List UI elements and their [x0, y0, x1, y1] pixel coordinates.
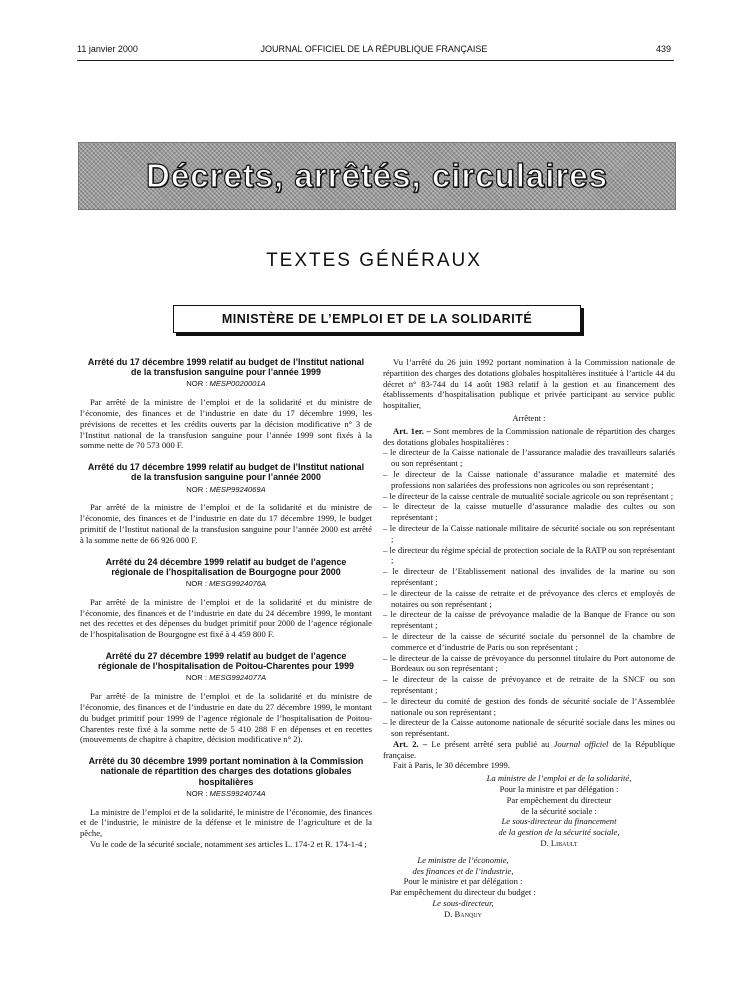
article-title: Arrêté du 27 décembre 1999 relatif au budget de l’agence régionale de l’hospitalisation de Poitou-Charentes pour 1999: [98, 650, 354, 672]
article-body-vu: Vu le code de la sécurité sociale, notamment ses articles L. 174-2 et R. 174-1-4 ;: [90, 838, 367, 849]
members-list: [383, 447, 675, 739]
article: [80, 756, 372, 850]
article-body: Par arrêté de la ministre de l’emploi et de la solidarité et du ministre de l’économie, des finances et de l’industrie en date du 27 décembre 1999, le montant du budget primitif pour 1999 de l’agence régionale de l’hospitalisation de Poitou-Charentes reste fixé à la somme nette de 5 410 288 F en dépenses et en recettes (mouvements de chapitre à chapitre, décision modificative n° 2).: [80, 691, 372, 745]
signatory-name: D. Libault: [540, 838, 578, 849]
header-date: 11 janvier 2000: [77, 44, 138, 54]
signature-block-2: Le ministre de l’économie, des finances et de l’industrie, Pour le ministre et par délégation : Par empêchement du directeur du budget : Le sous-directeur, D. Banquy: [363, 855, 563, 920]
article-body: Par arrêté de la ministre de l’emploi et de la solidarité et du ministre de l’économie, des finances et de l’industrie en date du 17 décembre 1999, les prévisions de recettes et les crédits ouverts par la décision modificative n° 3 de l’Institut national de la transfusion sanguine pour l’année 1999 sont fixés à la somme nette de 70 573 000 F.: [80, 397, 372, 451]
article: [80, 557, 372, 640]
nor-code: MESS9924074A: [209, 788, 266, 798]
vu-paragraph: Vu l’arrêté du 26 juin 1992 portant nomination à la Commission nationale de répartition des charges des dotations globales hospitalières instituée à l’article 44 du décret n° 83-744 du 14 août 1983 relatif à la gestion et au financement des établissements d’hospitalisation publique et privée participant au service public hospitalier,: [383, 357, 675, 411]
nor-code: MESP9924069A: [209, 484, 266, 494]
ministry-box: [173, 305, 581, 333]
nor-line: NOR : MESP0020001A: [186, 379, 266, 389]
member-item: – le directeur du régime spécial de protection sociale de la RATP ou son représentant ;: [383, 544, 675, 566]
member-item: – le directeur de la caisse de prévoyance du personnel titulaire du Port autonome de Bordeaux ou son représentant ;: [383, 652, 675, 674]
member-item: – le directeur de la Caisse autonome nationale de sécurité sociale dans les mines ou son représentant.: [383, 717, 675, 739]
member-item: – le directeur du comité de gestion des fonds de sécurité sociale de l’Assemblée nationale ou son représentant ;: [383, 695, 675, 717]
article: [80, 651, 372, 745]
member-item: – le directeur de la Caisse nationale de l’assurance maladie des travailleurs salariés ou son représentant ;: [383, 447, 675, 469]
page-header: [0, 44, 748, 58]
member-item: – le directeur de la caisse mutuelle d’assurance maladie des cultes ou son représentant ;: [383, 501, 675, 523]
page-number: 439: [655, 44, 671, 54]
header-rule: [77, 60, 674, 61]
article-1: Art. 1er. – Sont membres de la Commission nationale de répartition des charges des dotations globales hospitalières :: [383, 425, 676, 447]
section-title: TEXTES GÉNÉRAUX: [266, 250, 482, 271]
banner-title: Décrets, arrêtés, circulaires: [146, 157, 608, 194]
article-body: Par arrêté de la ministre de l’emploi et de la solidarité et du ministre de l’économie, des finances et de l’industrie en date du 24 décembre 1999, le montant net des recettes et des dépenses du budget primitif pour 2000 de l’agence régionale de l’hospitalisation de Bourgogne est fixé à 4 459 800 F.: [80, 596, 372, 640]
right-column: [383, 357, 675, 920]
article-title: Arrêté du 30 décembre 1999 portant nomination à la Commission nationale de répartition des charges des dotations globales hospitalières: [88, 756, 364, 787]
article: [80, 357, 372, 451]
member-item: – le directeur de la caisse de retraite et de prévoyance des clercs et employés de notaires ou son représentant ;: [383, 587, 675, 609]
member-item: – le directeur de la Caisse nationale d’assurance maladie et maternité des professions non salariées des professions non agricoles ou son représentant ;: [383, 468, 675, 490]
signatory-name: D. Banquy: [444, 908, 482, 919]
ministry-title: MINISTÈRE DE L’EMPLOI ET DE LA SOLIDARITÉ: [221, 312, 533, 326]
member-item: – le directeur de l’Etablissement national des invalides de la marine ou son représentant ;: [383, 566, 675, 587]
fait-line: Fait à Paris, le 30 décembre 1999.: [393, 760, 510, 771]
article: [80, 462, 372, 545]
section-banner: [78, 142, 676, 210]
left-column: [80, 357, 372, 850]
nor-code: MESP0020001A: [209, 379, 266, 389]
article-title: Arrêté du 17 décembre 1999 relatif au budget de l’Institut national de la transfusion sanguine pour l’année 2000: [87, 462, 365, 483]
article-2: Art. 2. – Le présent arrêté sera publié au Journal officiel de la République française.: [383, 738, 675, 760]
member-item: – le directeur de la Caisse nationale militaire de sécurité sociale ou son représentant ;: [383, 522, 675, 544]
nor-line: NOR : MESG9924077A: [185, 673, 267, 683]
article-title: Arrêté du 17 décembre 1999 relatif au budget de l’Institut national de la transfusion sanguine pour l’année 1999: [87, 357, 365, 378]
signature-title: La ministre de l’emploi et de la solidarité,: [486, 773, 632, 784]
member-item: – le directeur de la caisse centrale de mutualité sociale agricole ou son représentant ;: [383, 490, 674, 501]
nor-line: NOR : MESG9924076A: [185, 578, 267, 588]
signature-block-1: La ministre de l’emploi et de la solidarité, Pour la ministre et par délégation : Par empêchement du directeur de la sécurité sociale : Le sous-directeur du financement de la gestion de la sécurité sociale, D. Libault: [443, 773, 675, 849]
article-body: Par arrêté de la ministre de l’emploi et de la solidarité et du ministre de l’économie, des finances et de l’industrie en date du 17 décembre 1999, le budget primitif de l’Institut national de la transfusion sanguine pour l’année 2000 est arrêté à la somme nette de 66 926 000 F.: [80, 502, 372, 545]
nor-code: MESG9924077A: [209, 673, 267, 683]
member-item: – le directeur de la caisse de prévoyance maladie de la Banque de France ou son représentant ;: [383, 609, 675, 631]
member-item: – le directeur de la caisse de prévoyance et de retraite de la SNCF ou son représentant ;: [383, 674, 675, 695]
arretent: Arrêtent :: [512, 412, 546, 423]
journal-title: JOURNAL OFFICIEL DE LA RÉPUBLIQUE FRANÇAISE: [260, 44, 488, 54]
nor-code: MESG9924076A: [209, 578, 267, 588]
nor-line: NOR : MESS9924074A: [186, 788, 266, 798]
member-item: – le directeur de la caisse de sécurité sociale du personnel de la chambre de commerce et d’industrie de Paris ou son représentant ;: [383, 630, 675, 652]
nor-line: NOR : MESP9924069A: [186, 484, 266, 494]
article-title: Arrêté du 24 décembre 1999 relatif au budget de l’agence régionale de l’hospitalisation de Bourgogne pour 2000: [105, 556, 347, 577]
article-body: La ministre de l’emploi et de la solidarité, le ministre de l’économie, des finances et de l’industrie, le ministre de la défense et le ministre de l’agriculture et de la pêche,: [80, 806, 372, 839]
